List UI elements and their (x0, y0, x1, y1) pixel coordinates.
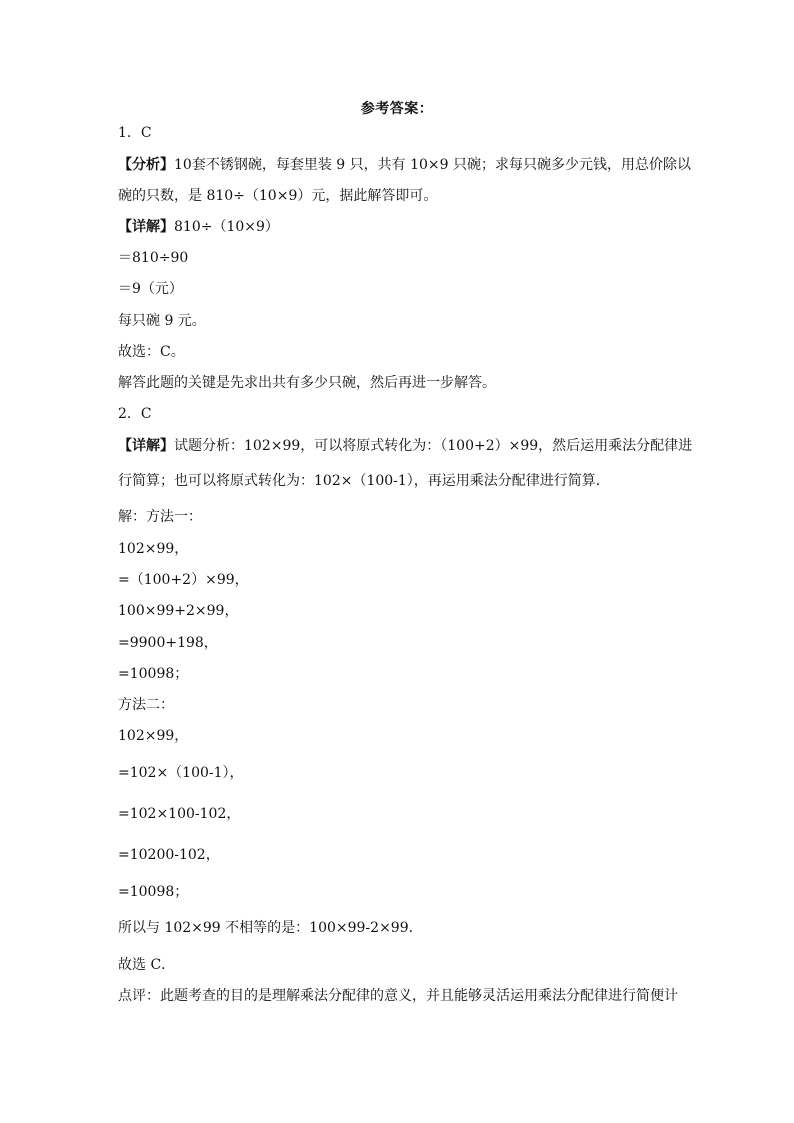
q1-analysis-line2: 碗的只数，是 810÷（10×9）元，据此解答即可。 (118, 188, 438, 204)
q2-m2-line4: =10200-102， (118, 847, 220, 863)
q2-m1-line5: =10098； (118, 666, 189, 682)
q2-method2: 方法二： (118, 697, 174, 713)
q1-choice: 故选：C。 (118, 344, 185, 360)
q2-m1-line2: =（100+2）×99， (118, 572, 249, 588)
q1-number: 1．C (118, 125, 152, 141)
q2-detail-line1 (118, 436, 693, 456)
q2-m2-line1: 102×99， (118, 728, 189, 744)
q2-detail-tag: 【详解】 (118, 438, 174, 454)
q2-choice: 故选 C． (118, 957, 176, 973)
q1-detail-line (118, 217, 678, 237)
q2-m1-line3: 100×99+2×99， (118, 603, 239, 619)
q2-number: 2．C (118, 406, 152, 422)
q2-detail-line2: 行简算；也可以将原式转化为：102×（100-1），再运用乘法分配律进行简算． (118, 473, 610, 489)
page-title: 参考答案： (360, 101, 434, 117)
q1-note: 解答此题的关键是先求出共有多少只碗，然后再进一步解答。 (118, 375, 496, 391)
q1-detail-tag: 【详解】 (118, 219, 174, 235)
q2-m2-line5: =10098； (118, 884, 189, 900)
q2-solution: 解：方法一： (118, 509, 202, 525)
q2-m2-line3: =102×100-102， (118, 806, 241, 822)
q1-analysis-line1 (118, 155, 691, 175)
q1-step2: ＝9（元） (118, 281, 183, 297)
q1-detail-expr: 810÷（10×9） (174, 219, 279, 235)
q2-m2-line2: =102×（100-1）， (118, 765, 244, 781)
q2-comment: 点评：此题考查的目的是理解乘法分配律的意义，并且能够灵活运用乘法分配律进行简便计 (118, 988, 678, 1004)
q1-analysis-tag: 【分析】 (118, 157, 174, 173)
q1-analysis-text: 10套不锈钢碗，每套里装 9 只，共有 10×9 只碗；求每只碗多少元钱，用总价除以 (174, 157, 691, 173)
q2-m1-line1: 102×99， (118, 541, 189, 557)
q2-m1-line4: =9900+198， (118, 635, 218, 651)
q2-conclusion: 所以与 102×99 不相等的是：100×99-2×99． (118, 920, 423, 936)
q2-detail-text: 试题分析：102×99，可以将原式转化为：（100+2）×99，然后运用乘法分配律进 (174, 438, 693, 454)
q1-result: 每只碗 9 元。 (118, 313, 206, 329)
q1-step1: ＝810÷90 (118, 250, 189, 266)
